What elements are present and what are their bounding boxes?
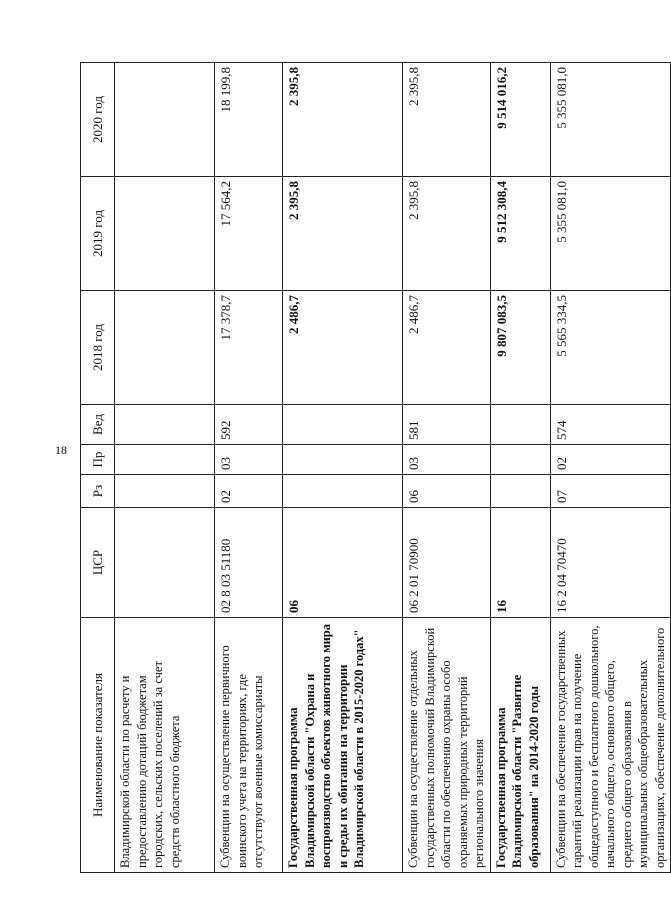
row-csr: 06 2 01 70900 <box>403 508 491 618</box>
header-csr: ЦСР <box>81 508 115 618</box>
row-2018: 17 378,7 <box>215 291 283 405</box>
table-row <box>283 63 403 873</box>
row-name: Субвенции на осуществление отдельных государственных полномочий Владимирской области по обеспечению охраны особо охраняемых природных территорий регионального значения <box>403 618 491 873</box>
table-row <box>403 63 491 873</box>
row-ved <box>490 405 550 445</box>
row-rz <box>490 475 550 508</box>
row-pr <box>115 445 215 475</box>
header-pr: Пр <box>81 445 115 475</box>
budget-table <box>80 62 671 873</box>
row-ved <box>115 405 215 445</box>
row-2019: 9 512 308,4 <box>490 177 550 291</box>
row-csr <box>115 508 215 618</box>
header-2019: 2019 год <box>81 177 115 291</box>
row-2020: 9 514 016,2 <box>490 63 550 177</box>
page-number: 18 <box>55 443 67 457</box>
row-pr: 02 <box>550 445 671 475</box>
header-2018: 2018 год <box>81 291 115 405</box>
table-row <box>550 63 671 873</box>
row-csr: 06 <box>283 508 403 618</box>
table-row <box>490 63 550 873</box>
row-name: Владимирской области по расчету и предоставлению дотаций бюджетам городских, сельских поселений за счет средств областного бюджета <box>115 618 215 873</box>
row-2019: 5 355 081,0 <box>550 177 671 291</box>
row-2020: 18 199,8 <box>215 63 283 177</box>
table-row <box>115 63 215 873</box>
row-rz: 07 <box>550 475 671 508</box>
row-name: Государственная программа Владимирской области "Развитие образования" на 2014-2020 годы <box>490 618 550 873</box>
row-csr: 02 8 03 51180 <box>215 508 283 618</box>
row-ved: 581 <box>403 405 491 445</box>
header-name: Наименование показателя <box>81 618 115 873</box>
row-csr: 16 2 04 70470 <box>550 508 671 618</box>
header-rz: Рз <box>81 475 115 508</box>
rotated-table-container <box>80 63 667 873</box>
row-pr <box>283 445 403 475</box>
row-2020 <box>115 63 215 177</box>
row-2019 <box>115 177 215 291</box>
header-ved: Вед <box>81 405 115 445</box>
row-pr: 03 <box>403 445 491 475</box>
row-2019: 17 564,2 <box>215 177 283 291</box>
row-2020: 5 355 081,0 <box>550 63 671 177</box>
row-ved: 574 <box>550 405 671 445</box>
header-2020: 2020 год <box>81 63 115 177</box>
row-2020: 2 395,8 <box>403 63 491 177</box>
row-ved <box>283 405 403 445</box>
row-pr <box>490 445 550 475</box>
table-row <box>215 63 283 873</box>
row-rz <box>283 475 403 508</box>
row-2018: 5 565 334,5 <box>550 291 671 405</box>
row-name: Субвенции на обеспечение государственных гарантий реализации прав на получение общедоступного и бесплатного дошкольного, начального общего, основного общего, среднего общего образования в муниципальных общеобразовательных организациях, обеспечение дополнительного <box>550 618 671 873</box>
row-rz <box>115 475 215 508</box>
row-2018: 2 486,7 <box>403 291 491 405</box>
table-header-row <box>81 63 115 873</box>
row-2018: 2 486,7 <box>283 291 403 405</box>
row-pr: 03 <box>215 445 283 475</box>
row-2019: 2 395,8 <box>403 177 491 291</box>
row-name: Государственная программа Владимирской области "Охрана и воспроизводство объектов животного мира и среды их обитания на территории Владимирской области в 2015-2020 годах" <box>283 618 403 873</box>
row-2019: 2 395,8 <box>283 177 403 291</box>
row-2020: 2 395,8 <box>283 63 403 177</box>
row-2018 <box>115 291 215 405</box>
row-rz: 02 <box>215 475 283 508</box>
row-2018: 9 807 083,5 <box>490 291 550 405</box>
row-rz: 06 <box>403 475 491 508</box>
row-name: Субвенции на осуществление первичного воинского учета на территориях, где отсутствуют военные комиссариаты <box>215 618 283 873</box>
row-csr: 16 <box>490 508 550 618</box>
row-ved: 592 <box>215 405 283 445</box>
